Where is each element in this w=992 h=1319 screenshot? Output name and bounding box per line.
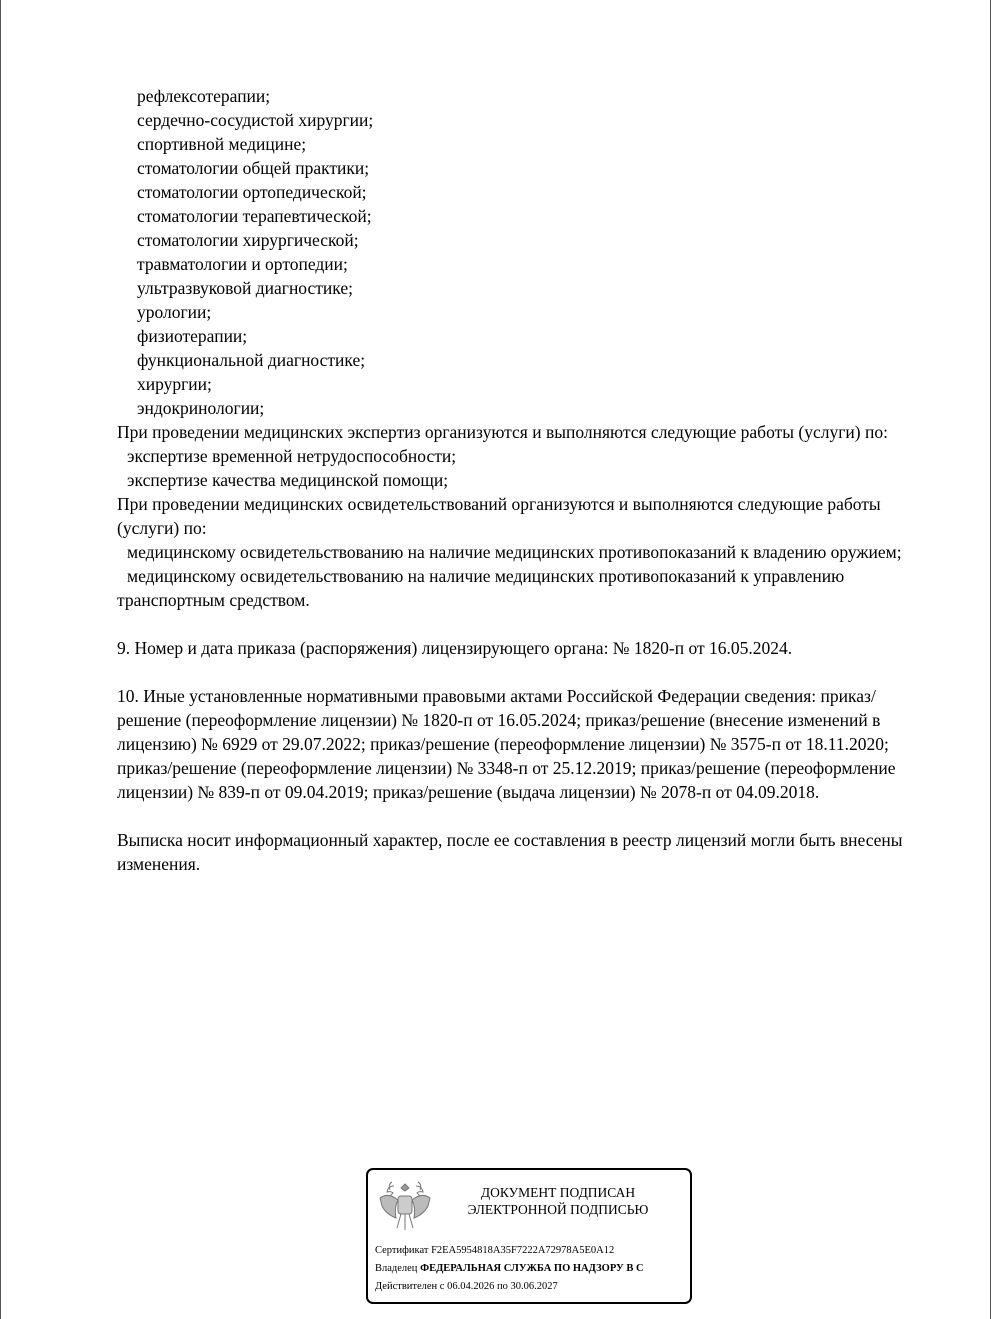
certificate-validity: Действителен с 06.04.2026 по 30.06.2027	[375, 1281, 558, 1292]
specialty-item: урологии;	[137, 302, 212, 322]
specialty-item: хирургии;	[137, 374, 212, 394]
stamp-title-line: ЭЛЕКТРОННОЙ ПОДПИСЬЮ	[467, 1202, 649, 1217]
owner-label: Владелец	[375, 1263, 421, 1274]
double-headed-eagle-icon	[376, 1176, 434, 1238]
disclaimer: Выписка носит информационный характер, после ее составления в реестр лицензий могли быть внесены изменения.	[117, 830, 903, 874]
specialty-item: эндокринологии;	[137, 398, 265, 418]
section-10: 10. Иные установленные нормативными правовыми актами Российской Федерации сведения: приказ/решение (переоформление лицензии) № 1820-п от 16.05.2024; приказ/решение (внесение изменений в лицензию) № 6929 от 29.07.2022; приказ/решение (переоформление лицензии) № 3575-п от 18.11.2020; приказ/решение (переоформление лицензии) № 3348-п от 25.12.2019; приказ/решение (переоформление лицензии) № 839-п от 09.04.2019; приказ/решение (выдача лицензии) № 2078-п от 04.09.2018.	[117, 686, 896, 802]
certificate-number: Сертификат F2EA5954818A35F7222A72978A5E0A12	[375, 1245, 615, 1256]
specialty-item: ультразвуковой диагностике;	[137, 278, 353, 298]
specialty-item: травматологии и ортопедии;	[137, 254, 348, 274]
examination-item: медицинскому освидетельствованию на наличие медицинских противопоказаний к управлению транспортным средством.	[117, 566, 845, 610]
section-9: 9. Номер и дата приказа (распоряжения) лицензирующего органа: № 1820-п от 16.05.2024.	[117, 638, 793, 658]
electronic-signature-stamp	[366, 1168, 692, 1304]
examinations-intro: При проведении медицинских освидетельствований организуются и выполняются следующие работы (услуги) по:	[117, 494, 881, 538]
specialty-item: функциональной диагностике;	[137, 350, 366, 370]
stamp-title	[438, 1184, 678, 1218]
specialty-item: сердечно-сосудистой хирургии;	[137, 110, 374, 130]
stamp-title-line: ДОКУМЕНТ ПОДПИСАН	[480, 1185, 636, 1200]
specialty-item: спортивной медицине;	[137, 134, 307, 154]
specialty-item: стоматологии хирургической;	[137, 230, 359, 250]
specialty-item: рефлексотерапии;	[137, 86, 271, 106]
expertise-intro: При проведении медицинских экспертиз организуются и выполняются следующие работы (услуги) по:	[117, 422, 888, 442]
owner-value: ФЕДЕРАЛЬНАЯ СЛУЖБА ПО НАДЗОРУ В С	[420, 1263, 644, 1274]
examination-item: медицинскому освидетельствованию на наличие медицинских противопоказаний к владению оружием;	[127, 542, 902, 562]
certificate-owner	[375, 1262, 644, 1275]
specialty-item: стоматологии общей практики;	[137, 158, 370, 178]
page-border-right	[990, 0, 991, 1319]
expertise-item: экспертизе качества медицинской помощи;	[127, 470, 449, 490]
specialty-item: стоматологии ортопедической;	[137, 182, 367, 202]
specialty-item: стоматологии терапевтической;	[137, 206, 372, 226]
expertise-item: экспертизе временной нетрудоспособности;	[127, 446, 457, 466]
specialty-list	[117, 84, 947, 420]
specialty-item: физиотерапии;	[137, 326, 248, 346]
page-border-left	[0, 0, 1, 1319]
document-body	[117, 84, 947, 876]
